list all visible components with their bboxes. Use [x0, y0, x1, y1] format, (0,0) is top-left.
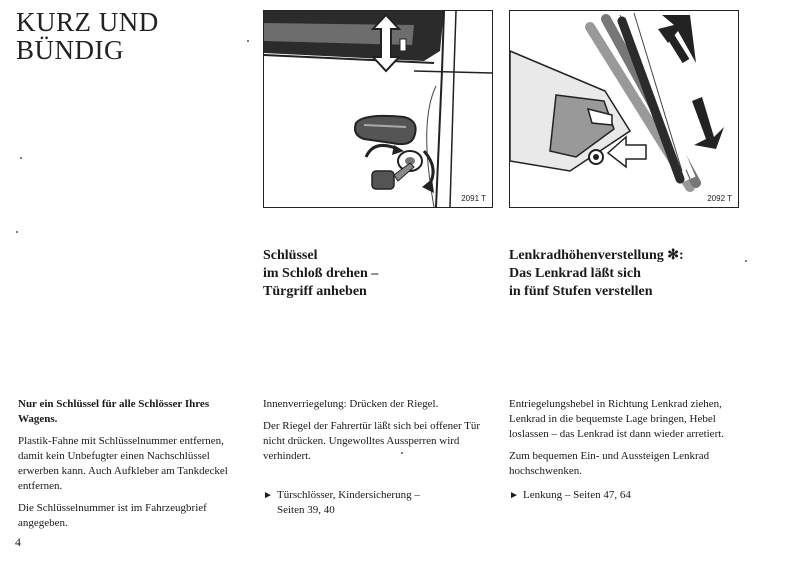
reference-text: Türschlösser, Kindersicherung –: [277, 489, 420, 501]
caption-line: Lenkradhöhenverstellung ✻:: [509, 248, 684, 263]
figure-steering-adjustment: [509, 10, 739, 208]
left-column: [18, 397, 246, 538]
body-paragraph: Entriegelungshebel in Richtung Lenkrad ziehen, Lenkrad in die bequemste Lage bringen, Hebel loslassen – das Lenkrad ist dann wieder arretiert.: [509, 398, 725, 440]
scan-speck: [16, 231, 18, 233]
caption-line: in fünf Stufen verstellen: [509, 284, 653, 299]
figure-code: 2092 T: [707, 194, 732, 203]
section-title-line-1: KURZ UND: [16, 7, 159, 37]
caption-line: im Schloß drehen –: [263, 266, 379, 281]
scan-speck: [247, 40, 249, 42]
door-lock-illustration: [264, 11, 492, 207]
figure-door-lock: [263, 10, 493, 208]
caption-steering-adjustment: [509, 247, 684, 301]
body-paragraph: Innenverriegelung: Drücken der Riegel.: [263, 398, 439, 410]
body-paragraph: Zum bequemen Ein- und Aussteigen Lenkrad hochschwenken.: [509, 450, 710, 477]
body-paragraph: Plastik-Fahne mit Schlüsselnummer entfernen, damit kein Unbefugter einen Nachschlüssel erwerben kann. Auch Aufkleber am Tankdeckel entfernen.: [18, 435, 228, 492]
lead-paragraph: Nur ein Schlüssel für alle Schlösser Ihres Wagens.: [18, 398, 210, 425]
caption-line: Schlüssel: [263, 248, 318, 263]
reference-text: Lenkung – Seiten 47, 64: [523, 489, 631, 501]
body-paragraph: Die Schlüsselnummer ist im Fahrzeugbrief angegeben.: [18, 502, 207, 529]
scan-speck: [401, 452, 403, 454]
scan-speck: [20, 157, 22, 159]
caption-line: Türgriff anheben: [263, 284, 367, 299]
cross-reference: [509, 488, 747, 503]
caption-line: Das Lenkrad läßt sich: [509, 266, 641, 281]
page-number: 4: [15, 535, 21, 549]
cross-reference: [263, 488, 491, 518]
triangle-pointer-icon: ►: [263, 490, 273, 501]
scan-speck: [745, 260, 747, 262]
caption-door-lock: [263, 247, 378, 301]
figure-code: 2091 T: [461, 194, 486, 203]
section-title: [16, 8, 159, 64]
middle-column: [263, 397, 491, 518]
right-column: [509, 397, 747, 503]
triangle-pointer-icon: ►: [509, 490, 519, 501]
reference-text: Seiten 39, 40: [277, 504, 335, 516]
body-paragraph: Der Riegel der Fahrertür läßt sich bei offener Tür nicht drücken. Ungewolltes Aussperren wird verhindert.: [263, 420, 481, 462]
section-title-line-2: BÜNDIG: [16, 35, 124, 65]
steering-lever-illustration: [510, 11, 738, 207]
